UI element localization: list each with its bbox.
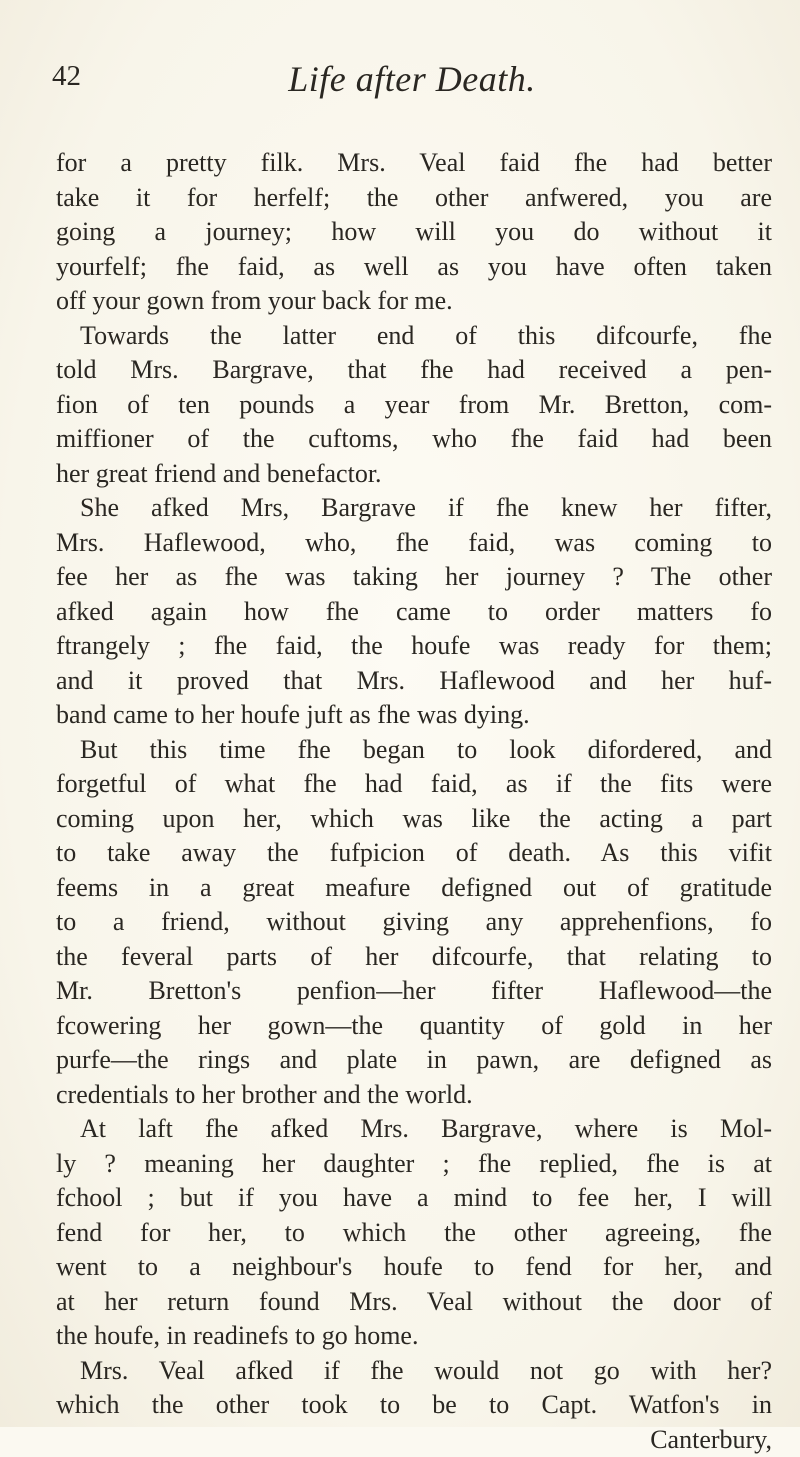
text-line: the houfe, in readinefs to go home. xyxy=(56,1319,772,1354)
text-line: ly ? meaning her daughter ; fhe replied, fhe is at xyxy=(56,1147,772,1182)
text-line: fend for her, to which the other agreeing, fhe xyxy=(56,1216,772,1251)
text-line: At laft fhe afked Mrs. Bargrave, where is Mol- xyxy=(56,1112,772,1147)
text-line: going a journey; how will you do without it xyxy=(56,215,772,250)
text-line: Mr. Bretton's penfion—her fifter Haflewood—the xyxy=(56,974,772,1009)
text-line: miffioner of the cuftoms, who fhe faid had been xyxy=(56,422,772,457)
text-line: ftrangely ; fhe faid, the houfe was ready for them; xyxy=(56,629,772,664)
text-line: fee her as fhe was taking her journey ? The other xyxy=(56,560,772,595)
text-line: fchool ; but if you have a mind to fee her, I will xyxy=(56,1181,772,1216)
text-line: told Mrs. Bargrave, that fhe had received a pen- xyxy=(56,353,772,388)
text-line: her great friend and benefactor. xyxy=(56,457,772,492)
text-line: Mrs. Veal afked if fhe would not go with her? xyxy=(56,1354,772,1389)
text-line: band came to her houfe juft as fhe was dying. xyxy=(56,698,772,733)
text-line: yourfelf; fhe faid, as well as you have often taken xyxy=(56,250,772,285)
text-line: afked again how fhe came to order matters fo xyxy=(56,595,772,630)
text-line: off your gown from your back for me. xyxy=(56,284,772,319)
running-head: Life after Death. xyxy=(52,58,772,100)
text-line: take it for herfelf; the other anfwered, you are xyxy=(56,181,772,216)
text-line: Mrs. Haflewood, who, fhe faid, was coming to xyxy=(56,526,772,561)
text-line: Towards the latter end of this difcourfe, fhe xyxy=(56,319,772,354)
text-line: She afked Mrs, Bargrave if fhe knew her fifter, xyxy=(56,491,772,526)
text-line: feems in a great meafure defigned out of gratitude xyxy=(56,871,772,906)
text-line: credentials to her brother and the world. xyxy=(56,1078,772,1113)
text-line: which the other took to be to Capt. Watfon's in xyxy=(56,1388,772,1423)
body-text xyxy=(56,146,772,1457)
text-line: the feveral parts of her difcourfe, that relating to xyxy=(56,940,772,975)
text-line: went to a neighbour's houfe to fend for her, and xyxy=(56,1250,772,1285)
page-number: 42 xyxy=(52,60,81,93)
text-line: But this time fhe began to look difordered, and xyxy=(56,733,772,768)
text-line: for a pretty filk. Mrs. Veal faid fhe had better xyxy=(56,146,772,181)
text-line: forgetful of what fhe had faid, as if the fits were xyxy=(56,767,772,802)
page-header xyxy=(52,58,772,108)
text-line: and it proved that Mrs. Haflewood and her huf- xyxy=(56,664,772,699)
text-line: at her return found Mrs. Veal without the door of xyxy=(56,1285,772,1320)
text-line: to a friend, without giving any apprehenfions, fo xyxy=(56,905,772,940)
text-line: to take away the fufpicion of death. As this vifit xyxy=(56,836,772,871)
text-line: coming upon her, which was like the acting a part xyxy=(56,802,772,837)
text-line: purfe—the rings and plate in pawn, are defigned as xyxy=(56,1043,772,1078)
text-line: Canterbury, xyxy=(56,1423,772,1457)
text-line: fcowering her gown—the quantity of gold in her xyxy=(56,1009,772,1044)
text-line: fion of ten pounds a year from Mr. Bretton, com- xyxy=(56,388,772,423)
